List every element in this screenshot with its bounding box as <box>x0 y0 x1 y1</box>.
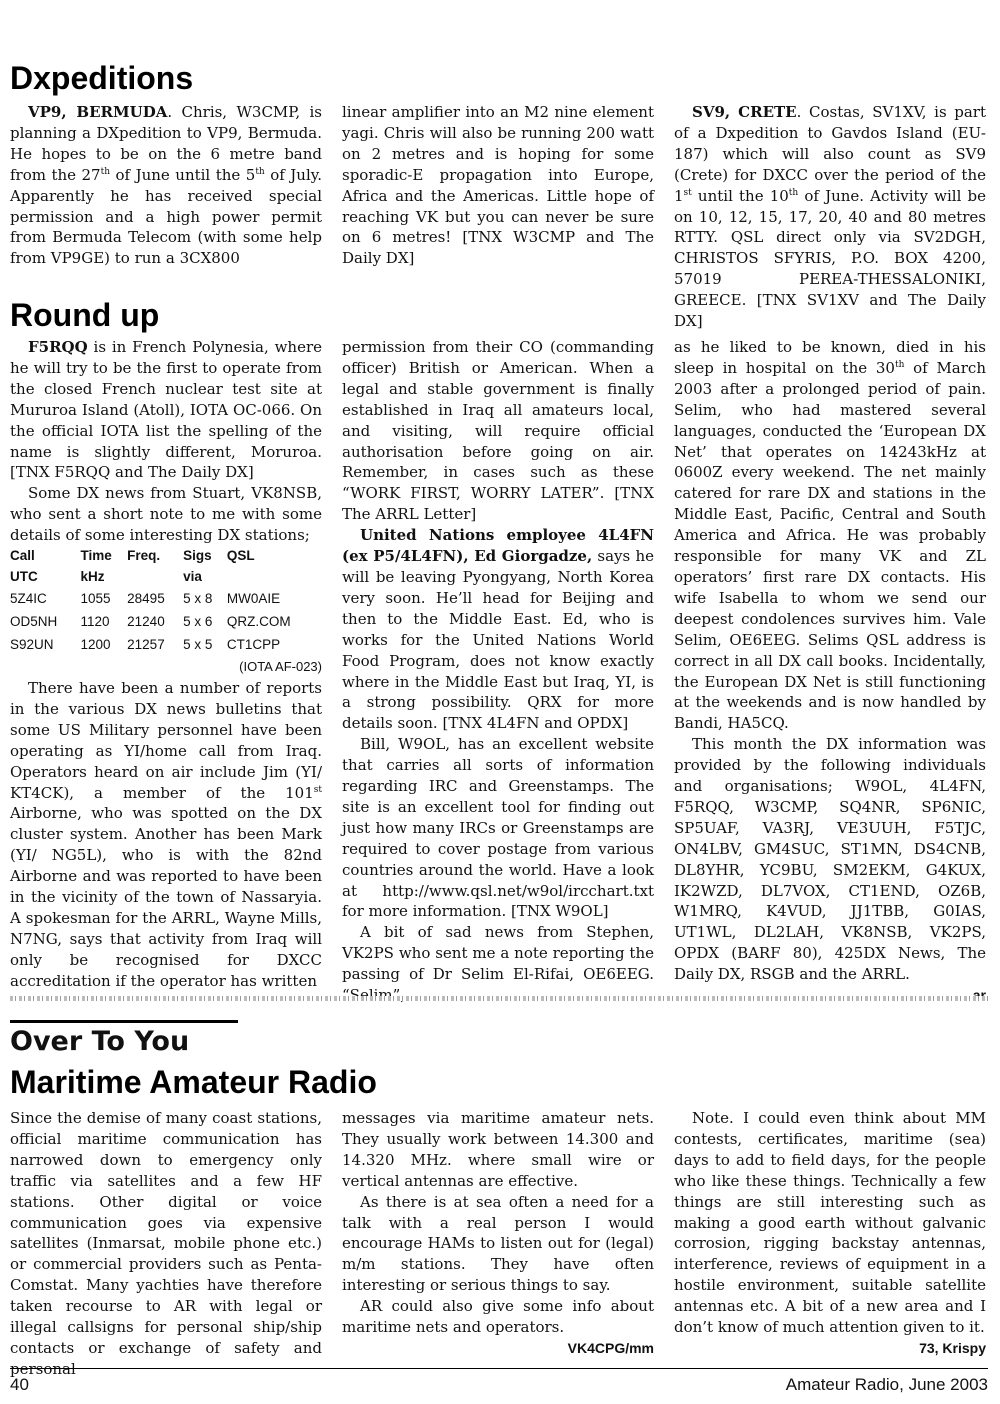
table-cell: 1200 <box>80 637 111 653</box>
table-cell: CT1CPP <box>226 637 281 653</box>
f5rqq-paragraph <box>10 337 322 483</box>
dxpeditions-column-2 <box>342 102 654 332</box>
author-callsign: VK4CPG/mm <box>567 1339 654 1356</box>
roundup-column-2 <box>342 337 654 1006</box>
table-cell: 28495 <box>127 591 165 607</box>
table-cell: 5 x 5 <box>183 637 213 653</box>
publication-footer: Amateur Radio, June 2003 <box>785 1375 988 1394</box>
text-span: . Chris, W3CMP, is planning a DXpedition to VP9, Bermuda. He hopes to be on the 6 metre band from the 27 <box>10 103 322 184</box>
table-header-cell: kHz <box>80 569 105 585</box>
maritime-column-2 <box>342 1108 654 1380</box>
table-header-cell: QSL <box>226 548 255 564</box>
table-cell: S92UN <box>10 637 54 653</box>
maritime-heading: Maritime Amateur Radio <box>10 1064 377 1100</box>
author-signoff: 73, Krispy <box>919 1339 986 1356</box>
table-header-cell <box>227 567 322 588</box>
table-header-cell: UTC <box>10 569 38 585</box>
selim-paragraph <box>674 337 986 734</box>
crete-lead: SV9, CRETE <box>692 103 797 121</box>
table-header-cell: Freq. <box>127 548 161 564</box>
ordinal-suffix: st <box>313 784 322 795</box>
crete-paragraph <box>674 102 986 332</box>
table-header-cell: Sigs <box>183 548 212 564</box>
bermuda-lead: VP9, BERMUDA <box>28 103 168 121</box>
table-header-cell <box>127 567 183 588</box>
section-divider <box>10 996 988 1001</box>
ordinal-suffix: th <box>788 187 799 198</box>
ordinal-suffix: th <box>894 359 905 370</box>
4l4fn-paragraph <box>342 525 654 734</box>
table-row <box>10 611 322 634</box>
table-header-cell: Time <box>80 548 112 564</box>
table-cell: 1120 <box>80 614 110 630</box>
bermuda-continued-paragraph: linear amplifier into an M2 nine element yagi. Chris will also be running 200 watt on 2 metres and is hoping for some sporadic-E propagation into Europe, Africa and the Americas. Little hope of reaching VK but you can never be sure on 6 metres! [TNX W3CMP and The Daily DX] <box>342 103 654 268</box>
text-span: is in French Polynesia, where he will try to be the first to operate from the closed French nuclear test site at Mururoa Island (Atoll), IOTA OC-066. On the official IOTA list the spelling of the name is slightly different, Moruroa. [TNX F5RQQ and The Daily DX] <box>10 338 322 482</box>
page-number: 40 <box>10 1375 29 1394</box>
ordinal-suffix: st <box>683 187 692 198</box>
roundup-heading: Round up <box>10 297 160 333</box>
table-note: (IOTA AF-023) <box>239 659 322 675</box>
table-cell: 21240 <box>127 614 165 630</box>
stuart-paragraph: Some DX news from Stuart, VK8NSB, who sent a short note to me with some details of some interesting DX stations; <box>10 484 322 545</box>
maritime-note-paragraph: Note. I could even think about MM contests, certificates, maritime (sea) days to add to field days, for the people who like these things. Technically a few things are still interesting such as making a good earth without galvanic corrosion, rigging backstay antennas, interference, reviews of equipment in a hostile environment, suitable satellite antennas etc. A bit of a new area and I don’t know of much attention given to it. <box>674 1109 986 1337</box>
table-header-cell: via <box>183 569 202 585</box>
ordinal-suffix: th <box>255 166 265 177</box>
text-span: There have been a number of reports in the various DX news bulletins that some US Military personnel have been operating as YI/home call from Iraq. Operators heard on air include Jim (YI/ KT4CK), a member of the 101 <box>10 678 322 802</box>
text-span: of July. Apparently he has received special permission and a high power permit from Bermuda Telecom (with some help from VP9GE) to run a 3CX800 <box>10 165 323 268</box>
text-span: . Costas, SV1XV, is part of a Dxpedition to Gavdos Island (EU-187) which will also count as SV9 (Crete) for DXCC over the period of the 1 <box>674 103 986 205</box>
permission-paragraph: permission from their CO (commanding officer) British or American. When a legal and stable government is finally established in Iraq all amateurs local, and visiting, will require official authorisation before going on air. Remember, in cases such as these “WORK FIRST, WORRY LATER”. [TNX The ARRL Letter] <box>342 338 654 524</box>
maritime-section <box>10 1108 988 1380</box>
text-span: says he will be leaving Pyongyang, North Korea very soon. He’ll head for Beijing and then to the Middle East. Ed, who is works for the United Nations World Food Program, does not know exactly where in the Middle East but Iraq, YI, is a strong possibility. QRX for more details soon. [TNX 4L4FN and OPDX] <box>342 547 654 733</box>
maritime-nets-paragraph: messages via maritime amateur nets. They usually work between 14.300 and 14.320 MHz. where small wire or vertical antennas are effective. <box>342 1109 654 1190</box>
table-cell: 21257 <box>127 637 165 653</box>
maritime-column-1 <box>10 1108 322 1380</box>
text-span: Airborne, who was spotted on the DX cluster system. Another has been Mark (YI/ NG5L), who is with the 82nd Airborne and was reported to have been in the vicinity of the town of Nassaryia. A spokesman for the ARRL, Wayne Mills, N7NG, says that activity from Iraq will only be recognised for DXCC accreditation if the operator has written <box>10 804 322 990</box>
over-to-you-banner: Over To You <box>10 1020 238 1058</box>
contributors-paragraph: This month the DX information was provided by the following individuals and organisations; W9OL, 4L4FN, F5RQQ, W3CMP, SQ4NR, SP6NIC, SP5UAF, VA3RJ, VE3UUH, F5TJC, ON4LBV, GM4SUC, ST1MN, DS4CNB, DL8YHR, YC9BU, SM2EKM, G4KUX, IK2WZD, DL7VOX, CT1END, OZ6B, W1MRQ, K4VUD, JJ1TBB, G0IAS, UT1WL, DL2LAH, VK8NSB, VK2PS, OPDX (BARF 80), 425DX News, The Daily DX, RSGB and the ARRL. <box>674 735 986 984</box>
text-span: of March 2003 after a prolonged period of pain. Selim, who had mastered several languages, conducted the ‘European DX Net’ that operates on 14243kHz at 0600Z every weekend. The net mainly catered for rare DX and stations in the Middle East, Pacific, Central and South America and Africa. He was probably responsible for many VK and ZL operators’ first rare DX contacts. His wife Isabella to whom we send our deepest condolences survives him. Vale Selim, OE6EEG. Selims QSL address is correct in all DX call books. Incidentally, the European DX Net is still functioning at the weekends and is now handled by Bandi, HA5CQ. <box>674 358 986 733</box>
text-span: as he liked to be known, died in his sleep in hospital on the 30 <box>674 338 986 377</box>
table-row <box>10 634 322 657</box>
table-cell: MW0AIE <box>226 591 281 607</box>
f5rqq-lead: F5RQQ <box>28 338 88 356</box>
maritime-column-3 <box>674 1108 986 1380</box>
text-span: of June until the 5 <box>110 165 256 184</box>
footer-rule <box>10 1368 988 1369</box>
dx-stations-table <box>10 546 322 657</box>
text-span: of June. Activity will be on 10, 12, 15, 17, 20, 40 and 80 metres RTTY. QSL direct only via SV2DGH, CHRISTOS SFYRIS, P.O. BOX 4200, 57019 PEREA-THESSALONIKI, GREECE. [TNX SV1XV and The Daily DX] <box>674 186 986 331</box>
iraq-military-paragraph <box>10 678 322 992</box>
maritime-listen-paragraph: As there is at sea often a need for a talk with a real person I would encourage HAMs to listen out for (legal) m/m stations. They have often interesting or serious things to say. <box>342 1192 654 1295</box>
table-cell: 1055 <box>80 591 111 607</box>
table-cell: 5 x 8 <box>183 591 213 607</box>
roundup-section <box>10 337 988 1006</box>
roundup-column-3 <box>674 337 986 1006</box>
4l4fn-lead: United Nations employee 4L4FN (ex P5/4L4FN), Ed Giorgadze, <box>342 526 654 566</box>
table-header-cell: Call <box>10 548 35 564</box>
table-row <box>10 588 322 611</box>
table-cell: 5 x 6 <box>183 614 213 630</box>
roundup-column-1 <box>10 337 322 1006</box>
table-header-row <box>10 546 322 567</box>
maritime-intro-paragraph: Since the demise of many coast stations, official maritime communication has narrowed down to emergency only traffic via satellites and a few HF stations. Other digital or voice communication goes via expensive satellites (Inmarsat, mobile phone etc.) or commercial providers such as Penta-Comstat. Many yachties have therefore taken recourse to AR with legal or illegal callsigns for personal ship/ship contacts or exchange of safety and personal <box>10 1109 322 1378</box>
sad-news-paragraph: A bit of sad news from Stephen, VK2PS who sent me a note reporting the passing of Dr Selim El-Rifai, OE6EEG. <box>342 923 654 984</box>
table-cell: 5Z4IC <box>10 591 47 607</box>
table-cell: OD5NH <box>10 614 58 630</box>
ordinal-suffix: th <box>100 166 111 177</box>
maritime-info-paragraph: AR could also give some info about maritime nets and operators. <box>342 1297 654 1337</box>
table-cell: QRZ.COM <box>226 614 291 630</box>
dxpeditions-column-3 <box>674 102 986 332</box>
w9ol-paragraph: Bill, W9OL, has an excellent website that carries all sorts of information regarding IRC and Greenstamps. The site is an excellent tool for finding out just how many IRCs or Greenstamps are required to cover postage from various countries around the world. Have a look at http://www.qsl.net/w9ol/ircchart.txt for more information. [TNX W9OL] <box>342 735 654 921</box>
table-header-row <box>10 567 322 588</box>
dxpeditions-heading: Dxpeditions <box>10 60 194 96</box>
text-span: until the 10 <box>691 186 789 205</box>
bermuda-paragraph <box>10 102 322 269</box>
